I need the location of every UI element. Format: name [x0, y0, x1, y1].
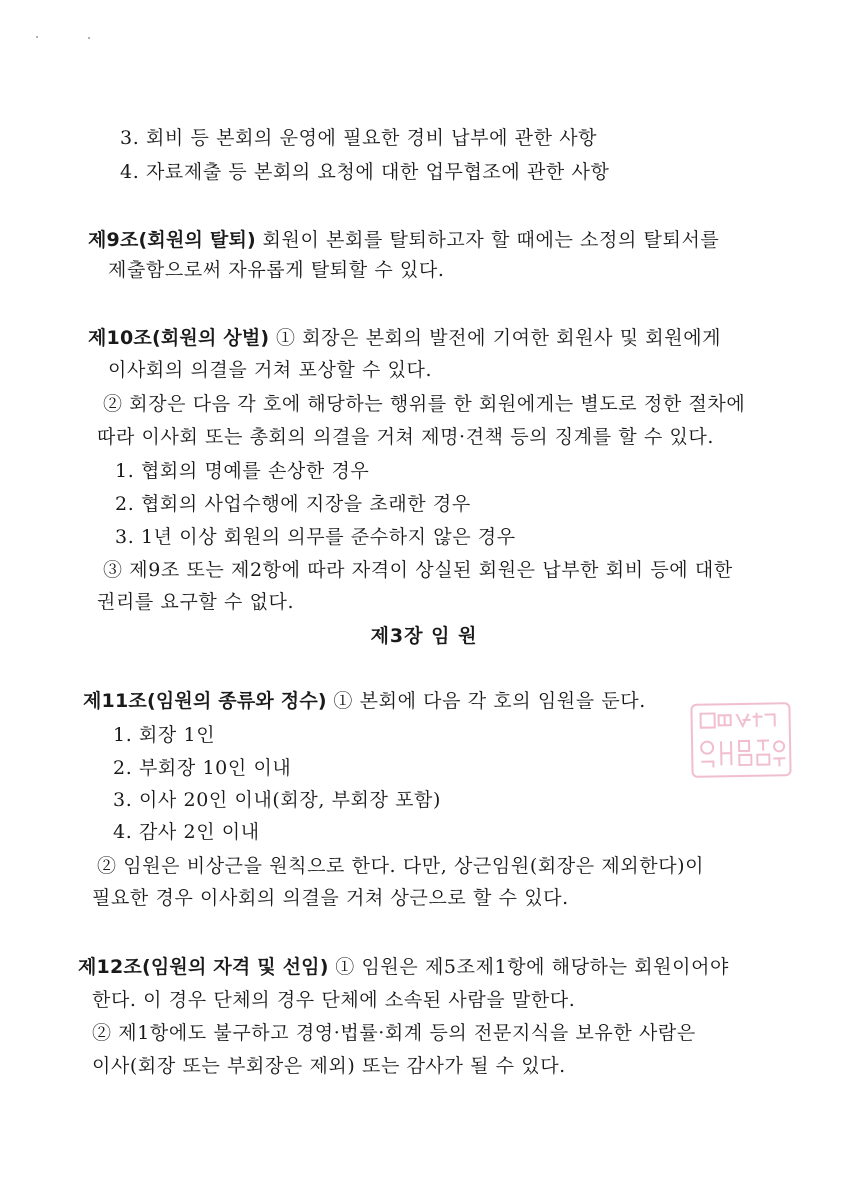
paragraph-line: 권리를 요구할 수 없다. — [97, 591, 295, 613]
item-line: 3. 이사 20인 이내(회장, 부회장 포함) — [113, 789, 442, 811]
paragraph-line: ② 임원은 비상근을 원칙으로 한다. 다만, 상근임원(회장은 제외한다)이 — [97, 855, 705, 877]
article-text: ① 회장은 본회의 발전에 기여한 회원사 및 회원에게 — [269, 327, 722, 349]
item-line: 3. 회비 등 본회의 운영에 필요한 경비 납부에 관한 사항 — [120, 127, 598, 149]
article-heading: 제12조(임원의 자격 및 선임) — [78, 956, 329, 978]
article-11 — [83, 689, 646, 713]
article-line: 제출함으로써 자유롭게 탈퇴할 수 있다. — [108, 259, 445, 281]
item-line: 2. 협회의 사업수행에 지장을 초래한 경우 — [115, 493, 471, 515]
scan-speck — [36, 36, 38, 38]
article-heading: 제9조(회원의 탈퇴) — [88, 229, 256, 251]
item-line: 2. 부회장 10인 이내 — [113, 757, 292, 779]
article-text: ① 본회에 다음 각 호의 임원을 둔다. — [326, 690, 646, 712]
article-line: 한다. 이 경우 단체의 경우 단체에 소속된 사람을 말한다. — [92, 989, 576, 1011]
article-line: 이사회의 의결을 거쳐 포상할 수 있다. — [108, 359, 433, 381]
item-line: 3. 1년 이상 회원의 의무를 준수하지 않은 경우 — [115, 526, 516, 548]
scan-speck — [88, 37, 90, 39]
article-heading: 제11조(임원의 종류와 정수) — [83, 690, 327, 712]
article-10 — [88, 326, 721, 350]
paragraph-line: ② 회장은 다음 각 호에 해당하는 행위를 한 회원에게는 별도로 정한 절차에 — [103, 393, 746, 415]
association-seal-stamp-icon — [690, 702, 791, 778]
paragraph-line: 필요한 경우 이사회의 의결을 거쳐 상근으로 할 수 있다. — [92, 887, 569, 909]
paragraph-line: 이사(회장 또는 부회장은 제외) 또는 감사가 될 수 있다. — [92, 1055, 566, 1077]
item-line: 4. 감사 2인 이내 — [113, 821, 260, 843]
item-line: 4. 자료제출 등 본회의 요청에 대한 업무협조에 관한 사항 — [120, 161, 610, 183]
chapter-title: 제3장 임 원 — [370, 625, 478, 647]
paragraph-line: ③ 제9조 또는 제2항에 따라 자격이 상실된 회원은 납부한 회비 등에 대한 — [103, 559, 733, 581]
paragraph-line: ② 제1항에도 불구하고 경영·법률·회계 등의 전문지식을 보유한 사람은 — [92, 1022, 696, 1044]
article-heading: 제10조(회원의 상벌) — [88, 327, 270, 349]
paragraph-line: 따라 이사회 또는 총회의 의결을 거쳐 제명·견책 등의 징계를 할 수 있다. — [97, 426, 715, 448]
article-12 — [78, 955, 729, 979]
item-line: 1. 협회의 명예를 손상한 경우 — [115, 460, 370, 482]
article-text: 회원이 본회를 탈퇴하고자 할 때에는 소정의 탈퇴서를 — [255, 229, 720, 251]
item-line: 1. 회장 1인 — [113, 724, 216, 746]
article-text: ① 임원은 제5조제1항에 해당하는 회원이어야 — [328, 956, 729, 978]
article-9 — [88, 228, 719, 252]
